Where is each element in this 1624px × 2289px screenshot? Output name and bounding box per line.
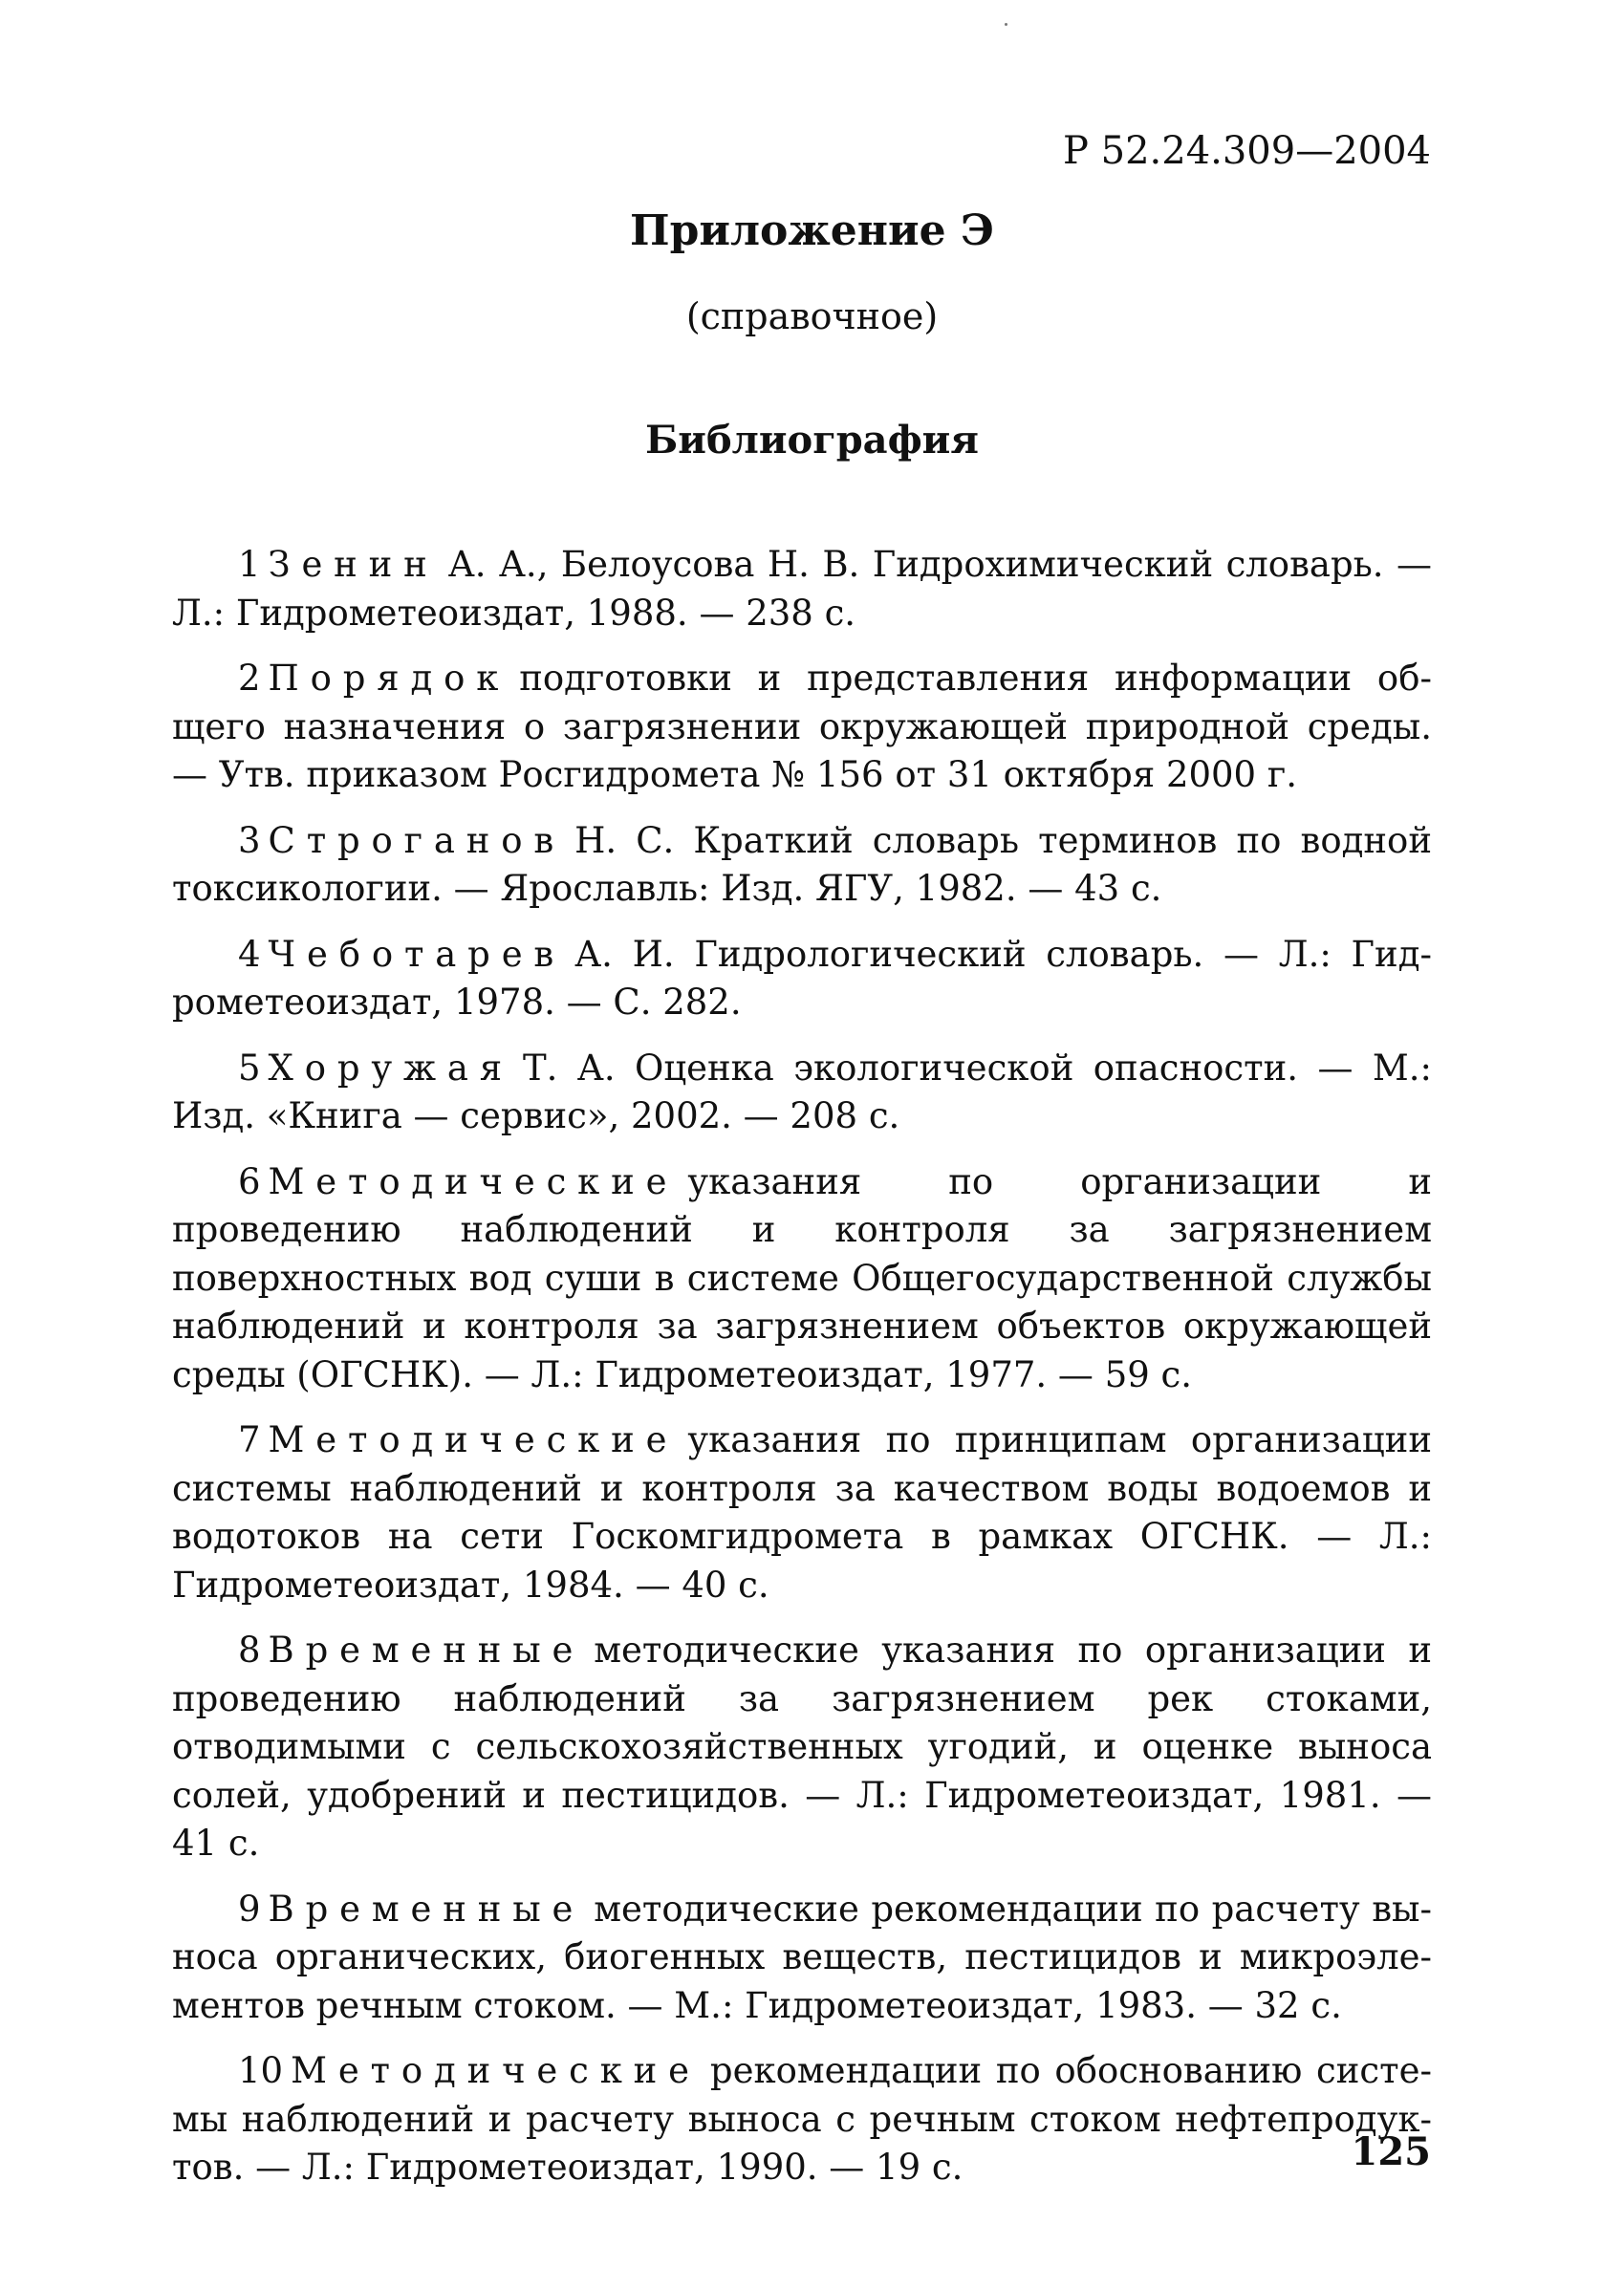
entry-key-author: Методические (268, 1419, 679, 1460)
entry-text: указания по принципам организации системы наблюдений и контроля за качеством воды водоемов и водотоков на сети Госкомгидромета в рамках ОГСНК. — Л.: Гидрометеоиздат, 1984. — 40 с. (172, 1419, 1432, 1606)
entry-text: рекомендации по обоснованию системы наблюдений и расчету выноса с речным стоком нефтепродуктов. — Л.: Гидрометеоиздат, 1990. — 19 с. (172, 2050, 1432, 2188)
entry-key-author: Временные (268, 1888, 585, 1930)
entry-key-author: Чеботарев (268, 933, 566, 975)
document-code: Р 52.24.309—2004 (1063, 129, 1431, 173)
entry-number: 8 (238, 1630, 261, 1671)
entry-number: 9 (238, 1888, 261, 1930)
entry-text: указания по организации и проведению наблюдений и контроля за загрязнением поверхностных вод суши в системе Общегосударственной службы наблюдений и контроля за загрязнением объектов окружающей среды (ОГСНК). — Л.: Гидрометеоиздат, 1977. — 59 с. (172, 1160, 1432, 1395)
bibliography-entry (172, 931, 1432, 1027)
entry-number: 7 (238, 1419, 261, 1460)
bibliography-entry (172, 1416, 1432, 1609)
bibliography-entry (172, 1886, 1432, 2031)
bibliography-entry (172, 1045, 1432, 1141)
entry-number: 4 (238, 933, 261, 975)
entry-number: 6 (238, 1160, 261, 1202)
bibliography-entry (172, 541, 1432, 637)
page-number: 125 (1351, 2129, 1431, 2174)
bibliography-entry (172, 1158, 1432, 1400)
entry-key-author: Временные (268, 1630, 585, 1671)
appendix-title: Приложение Э (630, 206, 994, 255)
entry-key-author: Порядок (268, 658, 510, 699)
entry-text: методические рекомендации по расчету выноса органических, биогенных веществ, пестицидов и микроэлементов речным стоком. — М.: Гидрометеоиздат, 1983. — 32 с. (172, 1888, 1432, 2026)
entry-text: А. А., Белоусова Н. В. Гидрохимический словарь. — Л.: Гидрометеоиздат, 1988. — 238 с. (172, 544, 1432, 634)
bibliography-entry (172, 1627, 1432, 1868)
entry-text: методические указания по организации и проведению наблюдений за загрязнением рек стоками, отводимыми с сельскохозяйственных угодий, и оценке выноса солей, удобрений и пестицидов. — Л.: Гидрометеоиздат, 1981. — 41 с. (172, 1630, 1432, 1864)
entry-text: Т. А. Оценка экологической опасности. — М.: Изд. «Книга — сервис», 2002. — 208 с. (172, 1047, 1432, 1136)
bibliography-entry (172, 655, 1432, 800)
entry-key-author: Зенин (268, 544, 439, 585)
scan-speck (1005, 23, 1007, 26)
entry-number: 2 (238, 658, 261, 699)
appendix-note: (справочное) (685, 295, 939, 337)
entry-key-author: Методические (291, 2050, 701, 2091)
bibliography-list (172, 541, 1432, 2210)
entry-key-author: Методические (268, 1160, 679, 1202)
bibliography-entry (172, 817, 1432, 914)
entry-text: подготовки и представления информации общего назначения о загрязнении окружающей природной среды. — Утв. приказом Росгидромета № 156 от 31 октября 2000 г. (172, 658, 1432, 795)
entry-key-author: Строганов (268, 819, 566, 861)
section-title: Библиография (645, 418, 979, 463)
entry-text: А. И. Гидрологический словарь. — Л.: Гидрометеоиздат, 1978. — С. 282. (172, 933, 1432, 1023)
entry-number: 10 (238, 2050, 284, 2091)
entry-key-author: Хоружая (268, 1047, 513, 1089)
entry-number: 5 (238, 1047, 261, 1089)
entry-text: Н. С. Краткий словарь терминов по водной токсикологии. — Ярославль: Изд. ЯГУ, 1982. — 43 с. (172, 819, 1432, 909)
entry-number: 3 (238, 819, 261, 861)
bibliography-entry (172, 2047, 1432, 2192)
entry-number: 1 (238, 544, 261, 585)
